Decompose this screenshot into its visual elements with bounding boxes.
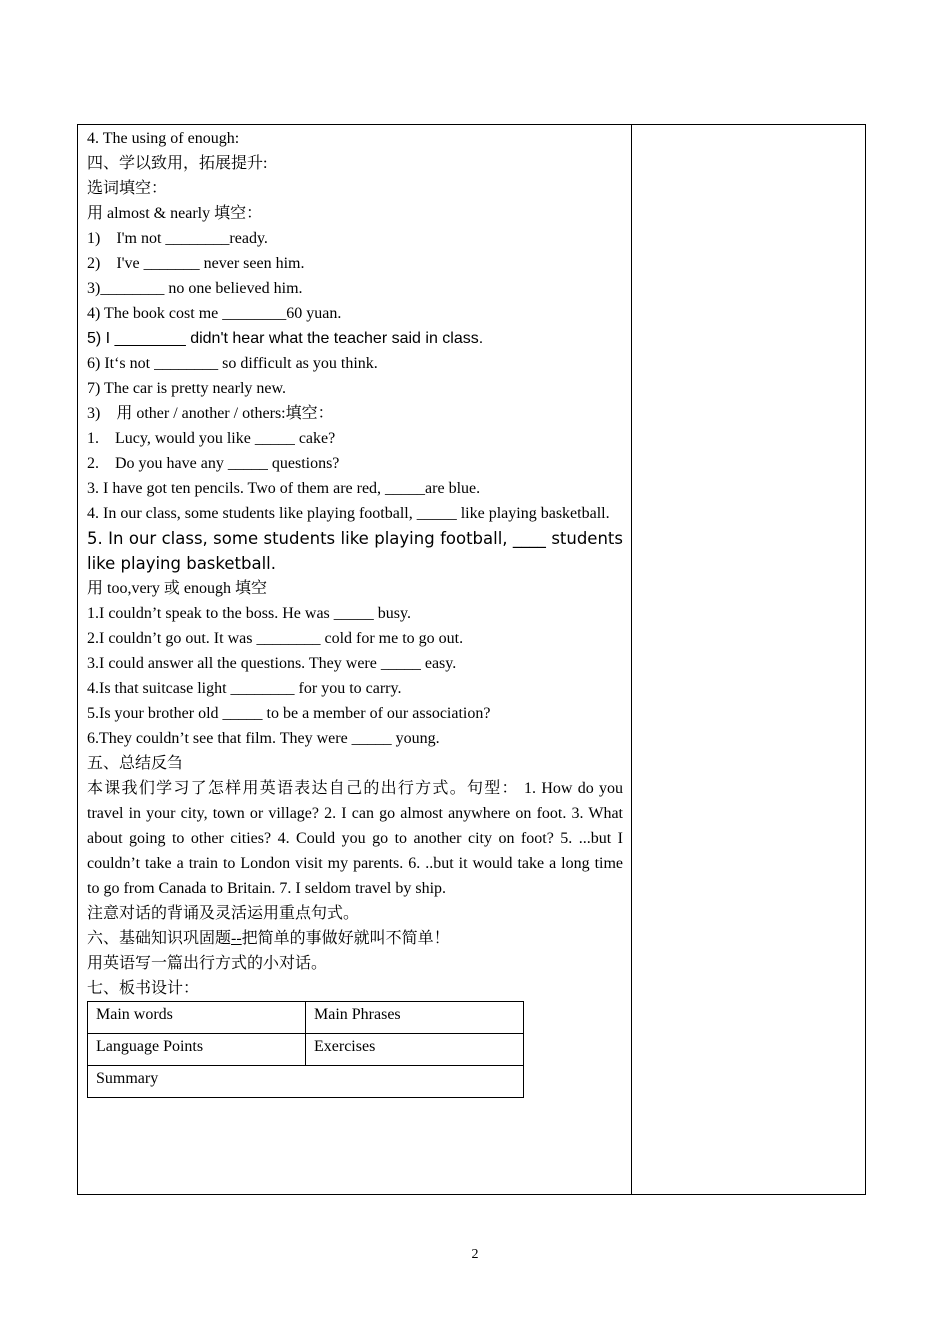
lesson-table: [77, 124, 866, 1195]
text-line: 3) 用 other / another / others:填空：: [87, 405, 334, 422]
exercise-item: 5.Is your brother old _____ to be a member of our association?: [87, 705, 491, 722]
heading-dash: --: [231, 930, 242, 947]
page-number: 2: [471, 1247, 479, 1262]
exercise-item: 2.I couldn’t go out. It was ________ cold for me to go out.: [87, 630, 464, 647]
exercise-item: 5) I ________ didn't hear what the teacher said in class.: [87, 330, 484, 347]
exercise-item: 7) The car is pretty nearly new.: [87, 380, 287, 397]
exercise-item: 2) I've _______ never seen him.: [87, 255, 305, 272]
exercise-item: 1) I'm not ________ready.: [87, 230, 268, 247]
heading-part: 把简单的事做好就叫不简单！: [241, 930, 450, 947]
text-line: 选词填空：: [87, 180, 168, 197]
lesson-content: [87, 126, 623, 1098]
table-row: [88, 1002, 524, 1034]
board-design-table: [87, 1001, 524, 1098]
text-line: 用 too,very 或 enough 填空: [87, 580, 267, 597]
table-row: [88, 1066, 524, 1098]
exercise-item: 3. I have got ten pencils. Two of them are red, _____are blue.: [87, 480, 481, 497]
exercise-item: 3.I could answer all the questions. They were _____ easy.: [87, 655, 457, 672]
table-cell: Exercises: [306, 1034, 524, 1066]
text-line: 用英语写一篇出行方式的小对话。: [87, 955, 328, 972]
table-cell: Language Points: [88, 1034, 306, 1066]
exercise-item: 1.I couldn’t speak to the boss. He was _____ busy.: [87, 605, 411, 622]
exercise-item: 6) It‘s not ________ so difficult as you think.: [87, 355, 378, 372]
text-line: 注意对话的背诵及灵活运用重点句式。: [87, 905, 360, 922]
section-heading: 五、总结反刍: [87, 755, 184, 772]
section-heading: 四、学以致用，拓展提升:: [87, 155, 268, 172]
table-cell: Main Phrases: [306, 1002, 524, 1034]
heading-part: 六、基础知识巩固题: [87, 930, 232, 947]
exercise-item: 1. Lucy, would you like _____ cake?: [87, 430, 336, 447]
section-heading: [87, 926, 623, 951]
column-divider: [631, 125, 632, 1194]
exercise-item: 4.Is that suitcase light ________ for you to carry.: [87, 680, 402, 697]
text-line: 4. The using of enough:: [87, 130, 240, 147]
text-line: 用 almost & nearly 填空：: [87, 205, 263, 222]
table-cell: Main words: [88, 1002, 306, 1034]
exercise-item: 4. In our class, some students like playing football, _____ like playing basketball.: [87, 505, 610, 522]
summary-paragraph: 本课我们学习了怎样用英语表达自己的出行方式。句型： 1. How do you travel in your city, town or village? 2. I can go almost anywhere on foot. 3. What about going to other cities? 4. Could you go to another city on foot? 5. ...but I couldn’t take a train to London visit my parents. 6. ..but it would take a long time to go from Canada to Britain. 7. I seldom travel by ship.: [87, 780, 623, 897]
table-cell: Summary: [88, 1066, 524, 1098]
exercise-item: 6.They couldn’t see that film. They were _____ young.: [87, 730, 440, 747]
exercise-item: 3)________ no one believed him.: [87, 280, 303, 297]
exercise-item: 4) The book cost me ________60 yuan.: [87, 305, 342, 322]
exercise-item: 2. Do you have any _____ questions?: [87, 455, 340, 472]
section-heading: 七、板书设计：: [87, 980, 200, 997]
table-row: [88, 1034, 524, 1066]
exercise-item: 5. In our class, some students like playing football, ____ students like playing basketball.: [87, 529, 623, 573]
